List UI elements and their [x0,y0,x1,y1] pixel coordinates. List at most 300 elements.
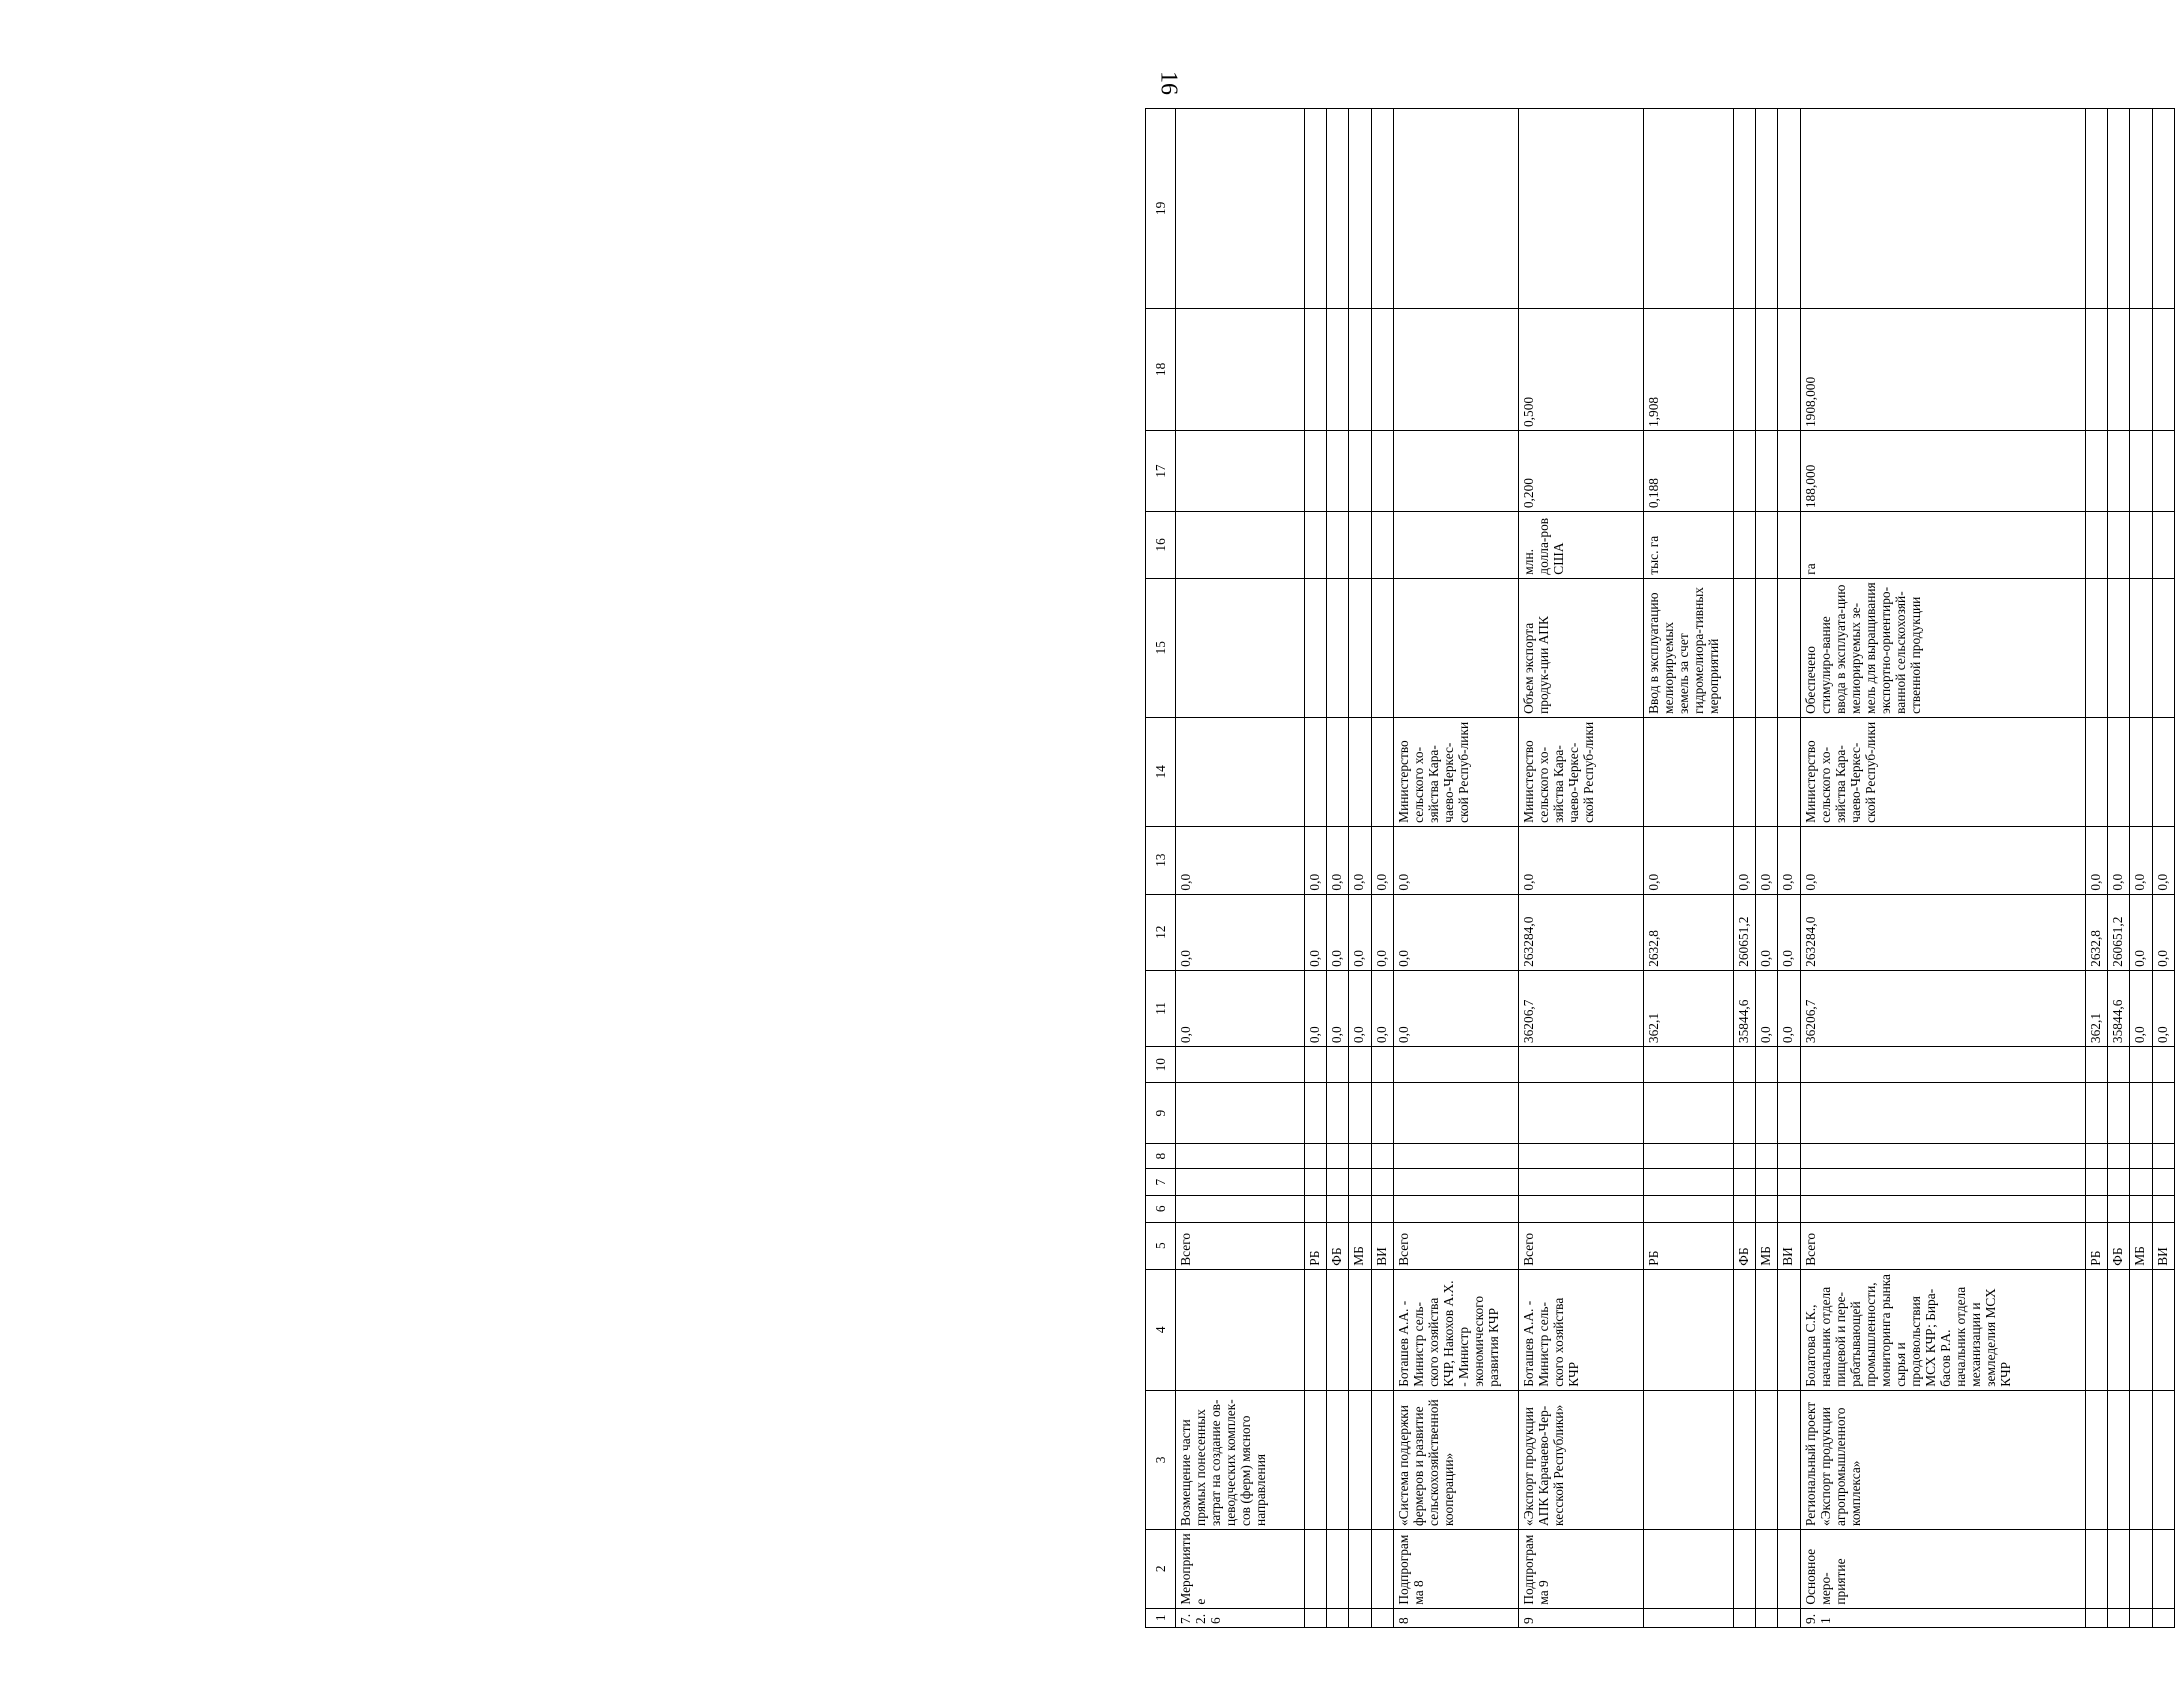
cell-value-12: 0,0 [1326,894,1348,970]
cell-empty [1755,109,1777,309]
cell-empty [2130,717,2152,826]
cell-empty [2085,1269,2107,1390]
cell-empty [2107,109,2129,309]
cell-number: 9.1 [1800,1608,2085,1627]
cell-source: РБ [1644,1222,1733,1269]
cell-value-12: 0,0 [1176,894,1304,970]
cell-executor: Министерство сельского хо-зяйства Кара-чаево-Черкес-ской Респуб-лики [1394,717,1519,826]
cell-empty [2085,512,2107,579]
cell-empty [1371,1169,1393,1196]
cell-empty [1733,1047,1755,1083]
cell-empty [1326,308,1348,430]
cell-value-12: 0,0 [1304,894,1326,970]
cell-empty [2152,1269,2174,1390]
table-row [1644,109,1733,1628]
cell-empty [1755,1083,1777,1144]
cell-empty [1326,1143,1348,1168]
cell-value-18: 1,908 [1644,308,1733,430]
cell-value-18 [1176,308,1304,430]
cell-empty [2130,1390,2152,1529]
cell-empty [1733,1390,1755,1529]
cell-empty [1371,1390,1393,1529]
cell-empty [1371,1047,1393,1083]
cell-source: РБ [1304,1222,1326,1269]
cell-empty [2107,308,2129,430]
cell-empty [1371,512,1393,579]
cell-empty [2085,431,2107,512]
cell-value-11: 35844,6 [1733,970,1755,1046]
cell-empty [1349,1195,1371,1222]
cell-empty [1644,1608,1733,1627]
table-row [1778,109,1800,1628]
cell-value-11: 0,0 [1326,970,1348,1046]
cell-empty [2085,1169,2107,1196]
cell-empty [1644,1390,1733,1529]
cell-responsible: Болатова С.К., начальник отдела пищевой и пере-рабатывающей промышленности, мониторинга рынка сырья и продовольствия МСХ КЧР; Бира-басов Р.А. начальник отдела механизации и земледелия МСХ КЧР [1800,1269,2085,1390]
cell-value-11: 0,0 [1304,970,1326,1046]
cell-empty [1304,1083,1326,1144]
table-row [1519,109,1644,1628]
cell-empty [1644,1143,1733,1168]
cell-empty [1644,109,1733,309]
cell-empty [1800,1169,2085,1196]
cell-empty [1519,1195,1644,1222]
cell-empty [1394,1143,1519,1168]
cell-empty [1755,1047,1777,1083]
cell-value-11: 0,0 [1394,970,1519,1046]
cell-empty [1394,109,1519,309]
cell-value-12: 0,0 [2152,894,2174,970]
cell-empty [1733,1169,1755,1196]
cell-indicator: Обеспечено стимулиро-вание ввода в эксплуата-цию мелиорируемых зе-мель для выращивания экспортно-ориентиро-ванной сельскохозяй-ственной продукции [1800,578,2085,717]
cell-empty [1176,109,1304,309]
cell-indicator [1394,578,1519,717]
table-row [2130,109,2152,1628]
cell-value-13: 0,0 [2152,826,2174,894]
cell-empty [2130,1083,2152,1144]
cell-empty [1326,578,1348,717]
cell-value-11: 0,0 [1349,970,1371,1046]
cell-empty [2085,1608,2107,1627]
cell-empty [1755,1169,1777,1196]
cell-empty [1371,717,1393,826]
cell-source: Всего [1519,1222,1644,1269]
cell-empty [2107,1143,2129,1168]
cell-empty [1349,1529,1371,1608]
cell-empty [1778,717,1800,826]
cell-value-13: 0,0 [1326,826,1348,894]
cell-empty [1800,1083,2085,1144]
cell-empty [2085,1529,2107,1608]
col-num: 6 [1146,1195,1176,1222]
cell-empty [1778,431,1800,512]
cell-source: ФБ [1733,1222,1755,1269]
cell-empty [2107,1529,2129,1608]
cell-value-11: 362,1 [2085,970,2107,1046]
cell-empty [1733,308,1755,430]
cell-title: Возмещение части прямых понесенных затрат на создание ов-цеводческих комплек-сов (ферм) мясного направления [1176,1390,1304,1529]
cell-empty [2107,1195,2129,1222]
cell-empty [2107,1269,2129,1390]
cell-empty [2130,1169,2152,1196]
cell-number: 9 [1519,1608,1644,1627]
cell-empty [1304,578,1326,717]
cell-value-11: 0,0 [1371,970,1393,1046]
cell-value-12: 263284,0 [1519,894,1644,970]
cell-empty [1778,1083,1800,1144]
cell-empty [1733,717,1755,826]
cell-empty [2152,1390,2174,1529]
cell-empty [1304,1169,1326,1196]
cell-empty [2107,512,2129,579]
col-num: 2 [1146,1529,1176,1608]
cell-empty [1519,1047,1644,1083]
cell-source: МБ [1349,1222,1371,1269]
cell-executor [1176,717,1304,826]
cell-value-13: 0,0 [1304,826,1326,894]
cell-source: ФБ [1326,1222,1348,1269]
table-row [2107,109,2129,1628]
col-num: 3 [1146,1390,1176,1529]
cell-empty [1176,1083,1304,1144]
cell-empty [1304,1195,1326,1222]
cell-value-12: 0,0 [1755,894,1777,970]
cell-empty [1519,109,1644,309]
cell-empty [2107,717,2129,826]
cell-empty [1371,1143,1393,1168]
cell-empty [2085,1083,2107,1144]
cell-empty [1349,1169,1371,1196]
table-row [1326,109,1348,1628]
cell-empty [2085,109,2107,309]
cell-empty [1778,578,1800,717]
cell-value-17: 188,000 [1800,431,2085,512]
cell-empty [1304,308,1326,430]
cell-value-13: 0,0 [1778,826,1800,894]
cell-empty [1371,431,1393,512]
cell-empty [1176,1047,1304,1083]
cell-title: «Система поддержки фермеров и развитие сельскохозяйственной кооперации» [1394,1390,1519,1529]
table-row [2085,109,2107,1628]
cell-value-13: 0,0 [1755,826,1777,894]
table-row [1733,109,1755,1628]
cell-empty [1778,1269,1800,1390]
cell-value-13: 0,0 [1349,826,1371,894]
cell-empty [1778,1169,1800,1196]
cell-empty [1733,1529,1755,1608]
cell-empty [1326,1390,1348,1529]
cell-executor: Министерство сельского хо-зяйства Кара-чаево-Черкес-ской Респуб-лики [1519,717,1644,826]
cell-empty [1176,1195,1304,1222]
cell-title: Региональный проект «Экспорт продукции агропромышленного комплекса» [1800,1390,2085,1529]
cell-empty [1755,308,1777,430]
cell-value-11: 0,0 [2152,970,2174,1046]
cell-value-18: 0,500 [1519,308,1644,430]
cell-empty [1644,1529,1733,1608]
col-num: 9 [1146,1083,1176,1144]
cell-empty [1755,1195,1777,1222]
cell-empty [1371,1529,1393,1608]
col-num: 18 [1146,308,1176,430]
cell-source: ВИ [1778,1222,1800,1269]
cell-empty [1755,1608,1777,1627]
cell-empty [1778,109,1800,309]
cell-empty [1349,1390,1371,1529]
cell-empty [1326,1047,1348,1083]
cell-empty [1778,512,1800,579]
cell-number: 7.2.6 [1176,1608,1304,1627]
cell-empty [1326,1195,1348,1222]
col-num: 7 [1146,1169,1176,1196]
cell-empty [2152,308,2174,430]
col-num: 15 [1146,578,1176,717]
col-num: 17 [1146,431,1176,512]
cell-empty [2085,308,2107,430]
cell-value-12: 0,0 [1349,894,1371,970]
col-num: 1 [1146,1608,1176,1627]
cell-executor: Министерство сельского хо-зяйства Кара-чаево-Черкес-ской Респуб-лики [1800,717,2085,826]
cell-empty [2130,1608,2152,1627]
cell-empty [2152,717,2174,826]
cell-empty [2085,1390,2107,1529]
cell-empty [1800,1143,2085,1168]
cell-empty [1304,109,1326,309]
cell-value-12: 0,0 [1778,894,1800,970]
cell-number: 8 [1394,1608,1519,1627]
cell-empty [2130,308,2152,430]
cell-empty [1371,1608,1393,1627]
cell-empty [1519,1083,1644,1144]
cell-empty [2085,1143,2107,1168]
cell-value-12: 260651,2 [2107,894,2129,970]
cell-empty [1349,308,1371,430]
cell-empty [1778,1195,1800,1222]
cell-value-13: 0,0 [1176,826,1304,894]
cell-value-17: 0,188 [1644,431,1733,512]
cell-empty [1755,1269,1777,1390]
cell-empty [1755,1390,1777,1529]
cell-value-13: 0,0 [1394,826,1519,894]
cell-indicator: Ввод в эксплуатацию мелиорируемых земель за счет гидромелиора-тивных мероприятий [1644,578,1733,717]
cell-value-11: 0,0 [2130,970,2152,1046]
cell-empty [1326,717,1348,826]
cell-value-17: 0,200 [1519,431,1644,512]
cell-unit [1394,512,1519,579]
cell-responsible: Боташев А.А. - Министр сель-ского хозяйства КЧР [1519,1269,1644,1390]
cell-empty [1371,109,1393,309]
table-row [1304,109,1326,1628]
cell-empty [1394,1169,1519,1196]
table-row [1394,109,1519,1628]
cell-empty [1349,512,1371,579]
cell-empty [1349,578,1371,717]
cell-empty [1394,1195,1519,1222]
table-row [1371,109,1393,1628]
cell-type: Подпрограмма 9 [1519,1529,1644,1608]
cell-empty [1371,578,1393,717]
cell-value-13: 0,0 [1371,826,1393,894]
cell-empty [1733,512,1755,579]
cell-empty [2107,578,2129,717]
table-row [1755,109,1777,1628]
cell-empty [2107,1169,2129,1196]
cell-empty [2107,1083,2129,1144]
cell-empty [2130,431,2152,512]
cell-type: Мероприятие [1176,1529,1304,1608]
cell-empty [1304,717,1326,826]
cell-empty [2107,1608,2129,1627]
cell-empty [1800,1047,2085,1083]
cell-empty [1349,1047,1371,1083]
cell-source: ВИ [1371,1222,1393,1269]
cell-empty [2107,1047,2129,1083]
cell-responsible: Боташев А.А. - Министр сель-ского хозяйства КЧР, Накохов А.Х. - Министр экономического развития КЧР [1394,1269,1519,1390]
cell-empty [1371,308,1393,430]
cell-source: Всего [1176,1222,1304,1269]
cell-type: Основное меро-приятие [1800,1529,2085,1608]
cell-empty [1349,1143,1371,1168]
cell-type: Подпрограмма 8 [1394,1529,1519,1608]
cell-value-18 [1394,308,1519,430]
cell-empty [2152,512,2174,579]
cell-empty [2152,1083,2174,1144]
col-num: 10 [1146,1047,1176,1083]
cell-empty [2085,1195,2107,1222]
cell-empty [1349,109,1371,309]
cell-empty [2107,1390,2129,1529]
cell-empty [1349,1608,1371,1627]
cell-empty [1326,431,1348,512]
cell-value-12: 260651,2 [1733,894,1755,970]
cell-unit: га [1800,512,2085,579]
cell-value-12: 0,0 [2130,894,2152,970]
cell-empty [1326,1608,1348,1627]
cell-empty [1778,1047,1800,1083]
cell-empty [2152,1529,2174,1608]
cell-value-17 [1394,431,1519,512]
cell-value-12: 0,0 [1394,894,1519,970]
cell-value-13: 0,0 [2107,826,2129,894]
cell-executor [1644,717,1733,826]
cell-empty [1371,1083,1393,1144]
cell-empty [1519,1143,1644,1168]
cell-empty [2152,578,2174,717]
cell-value-13: 0,0 [2130,826,2152,894]
cell-empty [1326,1083,1348,1144]
cell-empty [2130,1143,2152,1168]
cell-empty [1304,1143,1326,1168]
table-row [2152,109,2174,1628]
cell-empty [1733,431,1755,512]
cell-source: Всего [1800,1222,2085,1269]
cell-empty [1733,1269,1755,1390]
cell-source: ФБ [2107,1222,2129,1269]
cell-empty [1644,1195,1733,1222]
cell-empty [1733,1083,1755,1144]
table-row [1800,109,2085,1628]
cell-empty [1778,308,1800,430]
cell-value-12: 263284,0 [1800,894,2085,970]
cell-empty [1733,1143,1755,1168]
cell-empty [1644,1169,1733,1196]
rotated-table-wrapper [1145,108,2175,1628]
cell-value-13: 0,0 [1800,826,2085,894]
col-num: 8 [1146,1143,1176,1168]
cell-empty [1304,512,1326,579]
cell-empty [1755,1529,1777,1608]
cell-unit [1176,512,1304,579]
cell-empty [1394,1047,1519,1083]
cell-empty [1733,1608,1755,1627]
col-num: 11 [1146,970,1176,1046]
cell-unit: тыс. га [1644,512,1733,579]
cell-empty [2107,431,2129,512]
cell-value-12: 2632,8 [2085,894,2107,970]
cell-empty [2085,578,2107,717]
cell-empty [2152,431,2174,512]
cell-source: Всего [1394,1222,1519,1269]
cell-empty [1755,717,1777,826]
cell-empty [1778,1608,1800,1627]
cell-value-11: 0,0 [1755,970,1777,1046]
cell-indicator [1176,578,1304,717]
cell-empty [2152,1047,2174,1083]
cell-empty [1349,1269,1371,1390]
col-num: 12 [1146,894,1176,970]
cell-empty [1304,1047,1326,1083]
cell-empty [2152,109,2174,309]
cell-empty [2085,717,2107,826]
cell-title: «Экспорт продукции АПК Карачаево-Чер-кесской Республики» [1519,1390,1644,1529]
cell-empty [1394,1083,1519,1144]
page-number: 16 [1155,71,1182,95]
cell-unit: млн. долла-ров США [1519,512,1644,579]
cell-indicator: Объем экспорта продук-ции АПК [1519,578,1644,717]
cell-empty [2130,1269,2152,1390]
cell-empty [1733,1195,1755,1222]
cell-empty [1304,1269,1326,1390]
cell-empty [1800,1195,2085,1222]
cell-empty [1326,1269,1348,1390]
cell-empty [1304,1608,1326,1627]
cell-empty [1644,1083,1733,1144]
cell-empty [2130,1047,2152,1083]
program-table [1145,108,2175,1628]
cell-empty [2130,1195,2152,1222]
col-num: 14 [1146,717,1176,826]
cell-empty [2085,1047,2107,1083]
cell-empty [1755,431,1777,512]
cell-empty [1349,431,1371,512]
cell-empty [1733,578,1755,717]
cell-empty [1304,431,1326,512]
cell-empty [2130,1529,2152,1608]
cell-value-11: 362,1 [1644,970,1733,1046]
cell-empty [1778,1143,1800,1168]
cell-empty [1349,717,1371,826]
cell-empty [1326,1169,1348,1196]
cell-empty [1755,512,1777,579]
cell-empty [1733,109,1755,309]
col-num: 13 [1146,826,1176,894]
cell-empty [1644,1047,1733,1083]
cell-empty [1519,1169,1644,1196]
cell-empty [2152,1169,2174,1196]
cell-value-11: 36206,7 [1800,970,2085,1046]
cell-empty [2130,109,2152,309]
cell-responsible [1176,1269,1304,1390]
cell-empty [1778,1390,1800,1529]
